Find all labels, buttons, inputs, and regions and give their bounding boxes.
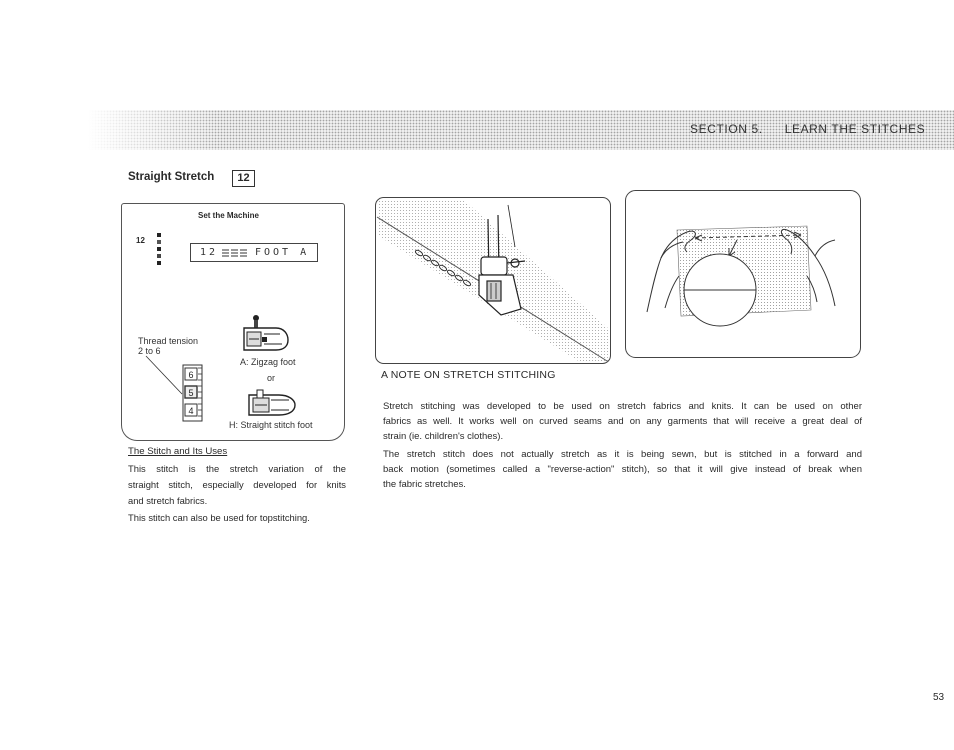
- thread-tension-range: 2 to 6: [138, 346, 161, 356]
- note-heading: A NOTE ON STRETCH STITCHING: [381, 369, 556, 381]
- display-foot: FOOT A: [255, 247, 310, 258]
- pattern-indicator-icon: [155, 233, 163, 267]
- text-line: back motion (sometimes called a "reverse-action" stitch), so that it will give instead of break when: [383, 464, 862, 475]
- straight-stitch-foot-icon: [245, 389, 299, 419]
- setup-pattern-number: 12: [136, 236, 145, 245]
- dial-number-5: 5: [188, 388, 194, 398]
- text-line: This stitch is the stretch variation of the: [128, 463, 346, 474]
- section-label: SECTION 5.: [690, 122, 763, 136]
- stretch-stitch-sewing-illustration: [375, 197, 611, 364]
- thread-tension-label: Thread tension: [138, 336, 199, 346]
- text-line: fabrics as well. It works well on curved seams and on any garments that will receive a great deal of: [383, 416, 862, 427]
- fabric-stretching-illustration: [625, 190, 861, 358]
- note-paragraph-1: [383, 399, 862, 444]
- uses-paragraph-2: [128, 510, 368, 526]
- dial-number-6: 6: [188, 370, 194, 380]
- machine-setup-heading: Set the Machine: [198, 211, 259, 220]
- text-line: and stretch fabrics.: [128, 495, 208, 506]
- foot-a-label: A: Zigzag foot: [240, 357, 296, 367]
- display-pattern-number: 12: [200, 247, 219, 258]
- text-line: This stitch can also be used for topstitching.: [128, 512, 310, 523]
- stitch-pattern-number-box: 12: [232, 170, 255, 187]
- dial-number-4: 4: [188, 406, 194, 416]
- lcd-display: [190, 243, 318, 262]
- zigzag-foot-icon: [240, 314, 292, 354]
- section-title: LEARN THE STITCHES: [784, 122, 926, 136]
- or-label: or: [267, 373, 276, 383]
- page-number: 53: [933, 692, 945, 703]
- tension-dial-icon: [180, 364, 206, 422]
- section-header: [690, 122, 925, 136]
- text-line: the fabric stretches.: [383, 479, 466, 490]
- uses-paragraph-1: [128, 461, 346, 509]
- text-line: straight stitch, especially developed for knits: [128, 479, 346, 490]
- note-paragraph-2: [383, 447, 862, 492]
- foot-h-label: H: Straight stitch foot: [229, 420, 313, 430]
- stitch-title: Straight Stretch: [128, 171, 215, 183]
- uses-heading: The Stitch and Its Uses: [128, 446, 228, 457]
- text-line: strain (ie. children's clothes).: [383, 431, 504, 442]
- text-line: Stretch stitching was developed to be used on stretch fabrics and knits. It can be used on other: [383, 401, 862, 412]
- text-line: The stretch stitch does not actually stretch as it is being sewn, but is stitched in a forward and: [383, 449, 862, 460]
- stretch-stitch-symbol-icon: [221, 249, 249, 257]
